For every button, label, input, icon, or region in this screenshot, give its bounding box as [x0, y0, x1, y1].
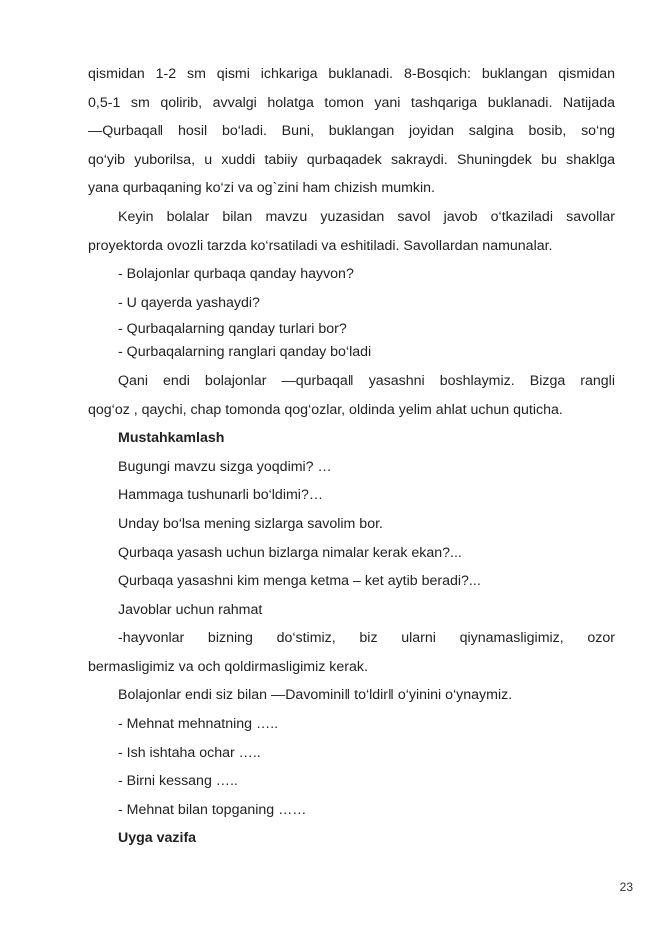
paragraph-line: -hayvonlar bizning do‘stimiz, biz ularni qiynamasligimiz, ozor	[118, 630, 615, 647]
text-line: Bugungi mavzu sizga yoqdimi? …	[118, 458, 332, 475]
text-line: Hammaga tushunarli bo‘ldimi?…	[118, 487, 324, 504]
text-line: qo‘yib yuborilsa, u xuddi tabiiy qurbaqadek sakraydi. Shuningdek bu shaklga	[88, 151, 615, 168]
text-line: Javoblar uchun rahmat	[118, 601, 263, 618]
page-number: 23	[619, 880, 633, 894]
text-line: proyektorda ovozli tarzda ko‘rsatiladi va eshitiladi. Savollardan namunalar.	[88, 237, 553, 254]
text-line: 0,5-1 sm qolirib, avvalgi holatga tomon yani tashqariga buklanadi. Natijada	[88, 94, 615, 111]
text-line: Qurbaqa yasashni kim menga ketma – ket aytib beradi?...	[118, 573, 481, 590]
proverb-item: - Ish ishtaha ochar …..	[118, 744, 261, 761]
proverb-item: - Birni kessang …..	[118, 773, 238, 790]
proverb-item: - Mehnat mehnatning …..	[118, 716, 279, 733]
text-line: qog‘oz , qaychi, chap tomonda qog‘ozlar, oldinda yelim ahlat uchun quticha.	[88, 401, 563, 418]
paragraph-line: Keyin bolalar bilan mavzu yuzasidan savol javob o‘tkaziladi savollar	[118, 208, 615, 225]
text-line: Unday bo‘lsa mening sizlarga savolim bor.	[118, 515, 383, 532]
text-line: ―Qurbaqa‖ hosil bo‘ladi. Buni, buklangan joyidan salgina bosib, so‘ng	[88, 123, 615, 140]
text-line: yana qurbaqaning ko‘zi va og`zini ham chizish mumkin.	[88, 180, 435, 197]
text-line: Bolajonlar endi siz bilan ―Davomini‖ to‘ldir‖ o‘yinini o‘ynaymiz.	[118, 687, 513, 704]
question-item: - Qurbaqalarning qanday turlari bor?	[118, 321, 347, 338]
text-line: bermasligimiz va och qoldirmasligimiz kerak.	[88, 658, 368, 675]
question-item: - U qayerda yashaydi?	[118, 294, 260, 311]
section-heading: Uyga vazifa	[118, 830, 197, 847]
document-body	[88, 60, 615, 853]
proverb-item: - Mehnat bilan topganing ……	[118, 801, 307, 818]
text-line: Qurbaqa yasash uchun bizlarga nimalar kerak ekan?...	[118, 544, 462, 561]
text-line: qismidan 1-2 sm qismi ichkariga buklanadi. 8-Bosqich: buklangan qismidan	[88, 66, 615, 82]
question-item: - Qurbaqalarning ranglari qanday bo‘ladi	[118, 344, 372, 361]
section-heading: Mustahkamlash	[118, 430, 225, 447]
paragraph-line: Qani endi bolajonlar ―qurbaqa‖ yasashni boshlaymiz. Bizga rangli	[118, 372, 615, 389]
question-item: - Bolajonlar qurbaqa qanday hayvon?	[118, 266, 354, 283]
